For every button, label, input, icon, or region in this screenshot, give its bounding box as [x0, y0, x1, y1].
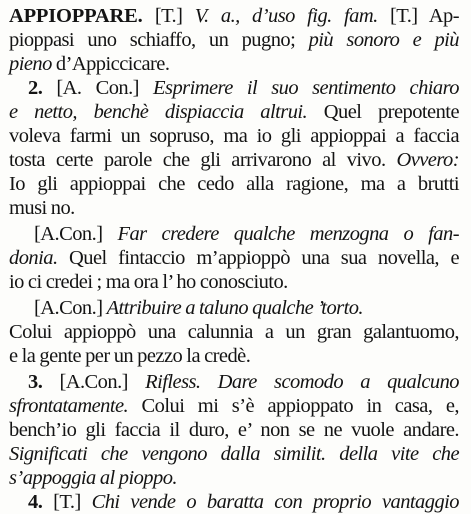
- definition-text: Chi vende o baratta con proprio vantaggio: [91, 491, 459, 513]
- entry-line-6: [9, 124, 459, 148]
- entry-line-1: [9, 4, 459, 28]
- register-tag: [A.Con.]: [34, 223, 103, 245]
- hyphenated-word-start: Ap-: [428, 5, 459, 27]
- example-text: Colui appioppò una calunnia a un gran galantuomo,: [9, 321, 459, 343]
- entry-line-12: [9, 270, 459, 294]
- entry-line-2: [9, 28, 459, 52]
- entry-line-20: [9, 466, 459, 490]
- example-text: musi no.: [9, 197, 75, 219]
- example-text: Quel fintaccio m’appioppò una sua novella, e: [69, 247, 459, 269]
- etymology-note: s’appoggia al pioppo.: [9, 467, 177, 489]
- entry-line-15: [9, 344, 459, 368]
- entry-line-13: [34, 296, 459, 320]
- definition-text: Far credere qualche menzogna o fan-: [117, 223, 459, 245]
- definition-text: donia.: [9, 247, 58, 269]
- register-tag: [T.]: [154, 5, 183, 27]
- entry-line-17: [9, 394, 459, 418]
- example-text: tosta certe parole che gli arrivarono al vivo.: [9, 149, 386, 171]
- entry-line-11: [9, 246, 459, 270]
- definition-note: più sonoro e più: [308, 29, 460, 51]
- entry-line-21: [28, 490, 459, 514]
- register-tag: [A.Con.]: [34, 297, 103, 319]
- entry-line-4: [28, 76, 459, 100]
- entry-line-16: [28, 370, 459, 394]
- definition-text: Esprimere il suo sentimento chiaro: [153, 77, 459, 99]
- definition-text: e netto, benchè dispiaccia altrui.: [9, 101, 308, 123]
- definition-text: Rifless. Dare scomodo a qualcuno: [145, 371, 459, 393]
- example-text: d’Appiccicare.: [55, 53, 170, 75]
- entry-line-8: [9, 172, 459, 196]
- register-tag: [A. Con.]: [56, 77, 139, 99]
- register-tag: [T.]: [389, 5, 418, 27]
- entry-line-14: [9, 320, 459, 344]
- example-text: voleva farmi un sopruso, ma io gli appioppai a faccia: [9, 125, 459, 147]
- entry-line-19: [9, 442, 459, 466]
- register-tag: [T.]: [53, 491, 81, 513]
- sense-number: 3.: [28, 371, 43, 393]
- grammar-note: V. a., d’uso fig. fam.: [194, 5, 378, 27]
- example-text: io ci credei ; ma ora l’ ho conosciuto.: [9, 271, 288, 293]
- example-text: pioppasi uno schiaffo, un pugno;: [9, 29, 296, 51]
- definition-text: sfrontatamente.: [9, 395, 129, 417]
- headword: APPIOPPARE.: [9, 5, 143, 27]
- alternative-marker: Ovvero:: [396, 149, 459, 171]
- sense-number: 4.: [28, 491, 43, 513]
- definition-text: Attribuire a taluno qualche ’torto.: [106, 297, 363, 319]
- entry-line-18: [9, 418, 459, 442]
- entry-line-9: [9, 196, 459, 220]
- example-text: Quel prepotente: [323, 101, 459, 123]
- example-text: Colui mi s’è appioppato in casa, e,: [141, 395, 459, 417]
- entry-line-5: [9, 100, 459, 124]
- entry-line-10: [34, 222, 459, 246]
- example-text: bench’io gli faccia il duro, e’ non se ne vuole andare.: [9, 419, 459, 441]
- example-text: e la gente per un pezzo la credè.: [9, 345, 251, 367]
- entry-line-7: [9, 148, 459, 172]
- definition-note: pieno: [9, 53, 52, 75]
- etymology-note: Significati che vengono dalla similit. della vite che: [9, 443, 459, 465]
- entry-line-3: [9, 52, 459, 76]
- register-tag: [A.Con.]: [59, 371, 128, 393]
- example-text: Io gli appioppai che cedo alla ragione, ma a brutti: [9, 173, 459, 195]
- sense-number: 2.: [28, 77, 43, 99]
